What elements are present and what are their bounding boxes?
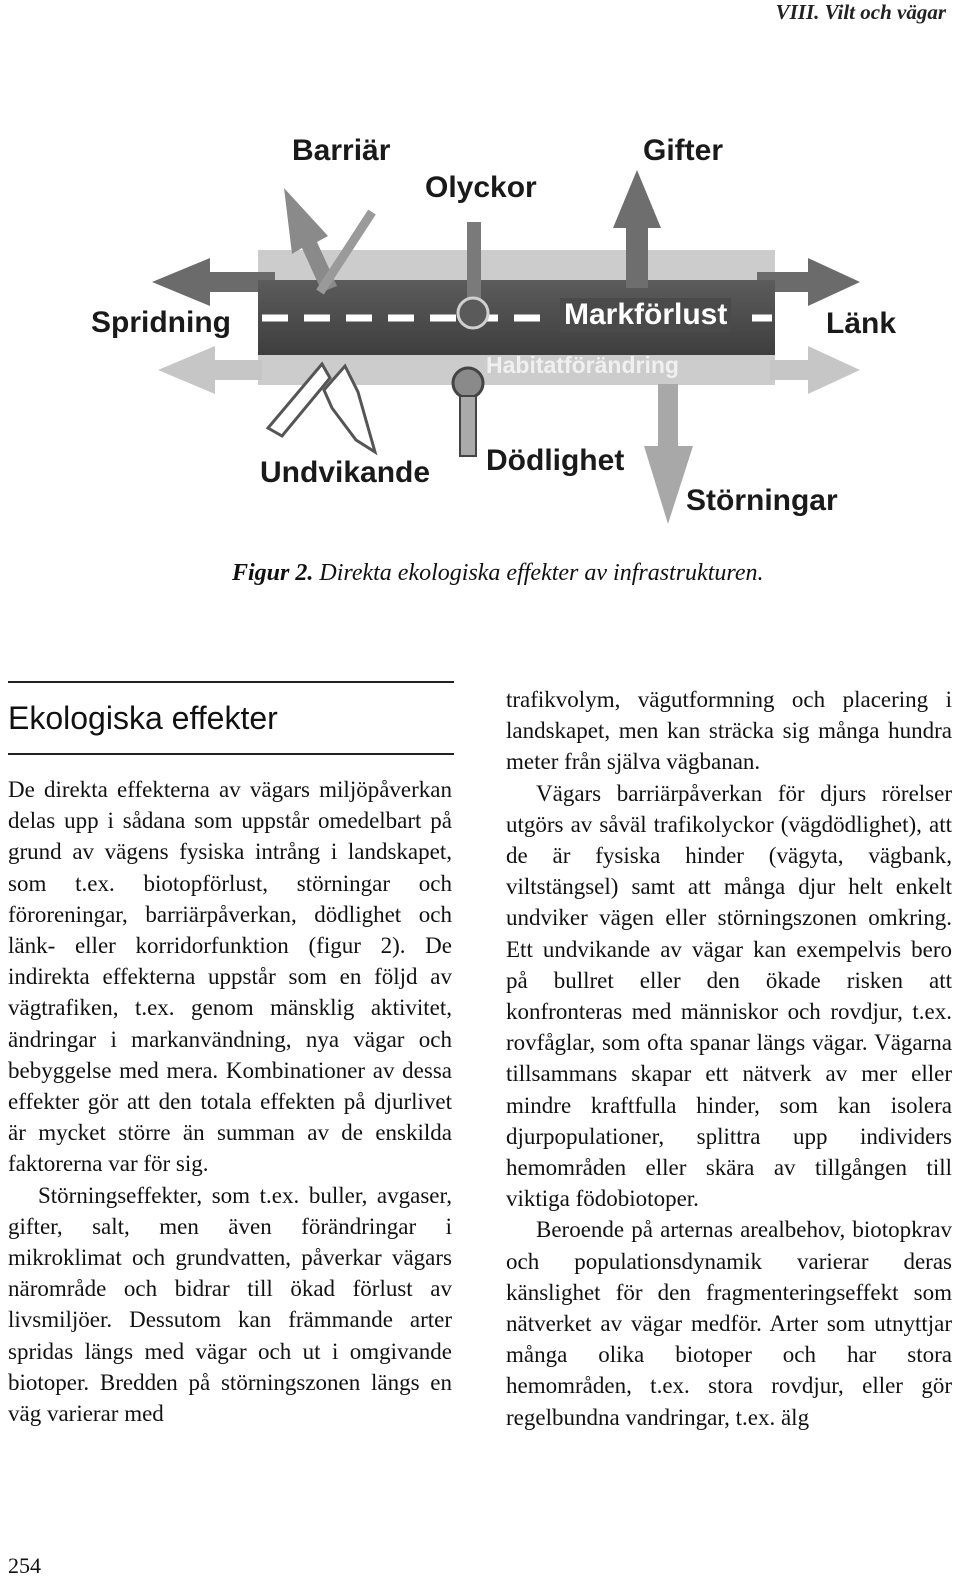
label-spridning: Spridning: [91, 306, 231, 339]
label-markforlust: Markförlust: [560, 298, 731, 332]
caption-text: Direkta ekologiska effekter av infrastrukturen.: [313, 560, 764, 586]
left-column: [8, 774, 452, 1429]
label-olyckor: Olyckor: [425, 171, 537, 204]
section-rule-top: [8, 681, 454, 683]
caption-prefix: Figur 2.: [232, 560, 314, 586]
ecological-effects-figure: [0, 0, 960, 560]
lank-arrow-lower: [770, 346, 860, 394]
page-number: 254: [8, 1553, 41, 1578]
running-header: VIII. Vilt och vägar: [775, 0, 946, 24]
dodlighet-pin-head: [453, 368, 483, 398]
label-barriar: Barriär: [292, 134, 391, 167]
dodlighet-pin-stem: [460, 396, 476, 456]
right-paragraph-3: Beroende på arternas arealbehov, biotopkrav och populationsdynamik varierar deras känslighet för den fragmenteringseffekt som nätverket av vägar medför. Arter som utnyttjar många olika biotoper och har stora hemområden, t.ex. stora rovdjur, eller gör regelbundna vandringar, t.ex. älg: [506, 1217, 952, 1430]
right-paragraph-2: Vägars barriärpåverkan för djurs rörelser utgörs av såväl trafikolyckor (vägdödlighet), att de är fysiska hinder (vägyta, vägbank, viltstängsel) samt att många djur helt enkelt undviker vägen eller störningszonen omkring. Ett undvikande av vägar kan exempelvis bero på bullret eller den ökade risken att konfronteras med människor och rovdjur, t.ex. rovfåglar, som ofta spanar längs vägar. Vägarna tillsammans skapar ett nätverk av mer eller mindre kraftfulla hinder, som kan isolera djurpopulationer, splittra upp individers hemområden eller skära av tillgången till viktiga födobiotoper.: [506, 780, 952, 1212]
label-gifter: Gifter: [643, 134, 724, 167]
olyckor-pin-head: [458, 298, 488, 328]
left-paragraph-2: Störningseffekter, som t.ex. buller, avgaser, gifter, salt, men även förändringar i mikroklimat och grundvatten, påverkar vägars närområde och bidrar till ökad förlust av livsmiljöer. Dessutom kan främmande arter spridas längs med vägar och ut i omgivande biotoper. Bredden på störningszonen längs en väg varierar med: [8, 1182, 452, 1427]
label-dodlighet: Dödlighet: [486, 444, 625, 477]
right-paragraph-1: trafikvolym, vägutformning och placering i landskapet, men kan sträcka sig många hundra meter från själva vägbanan.: [506, 687, 952, 775]
label-lank: Länk: [826, 307, 897, 340]
label-habitatforandring: Habitatförändring: [486, 352, 679, 378]
olyckor-pin-stem: [467, 222, 481, 302]
left-paragraph-1: De direkta effekterna av vägars miljöpåverkan delas upp i sådana som uppstår omedelbart på grund av vägens fysiska intrång i landskapet, som t.ex. biotopförlust, störningar och föroreningar, barriärpåverkan, dödlighet och länk- eller korridorfunktion (figur 2). De indirekta effekterna uppstår som en följd av vägtrafiken, t.ex. genom mänsklig aktivitet, ändringar i markanvändning, nya vägar och bebyggelse med mera. Kombinationer av dessa effekter gör att den totala effekten på djurlivet är mycket större än summan av de enskilda faktorerna var för sig.: [8, 777, 452, 1177]
section-rule-bottom: [8, 753, 454, 755]
right-column: [506, 684, 952, 1433]
spridning-arrow-lower: [158, 346, 262, 394]
spridning-arrow-upper: [152, 258, 275, 306]
section-title: Ekologiska effekter: [8, 700, 278, 736]
label-undvikande: Undvikande: [260, 456, 431, 489]
road-effects-diagram: [0, 0, 960, 560]
figure-caption: [232, 560, 763, 587]
label-storningar: Störningar: [686, 484, 838, 517]
